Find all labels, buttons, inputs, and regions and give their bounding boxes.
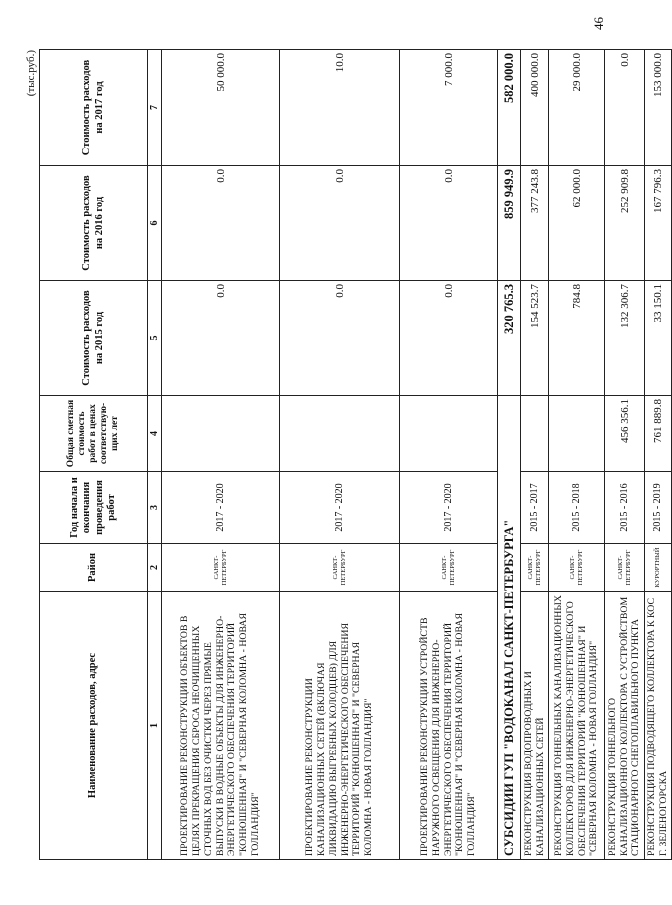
column-number: 6 — [148, 166, 162, 281]
column-number-row — [148, 50, 162, 860]
row-name: РЕКОНСТРУКЦИЯ ТОННЕЛЬНОГО КАНАЛИЗАЦИОННОГО КОЛЛЕКТОРА С УСТРОЙСТВОМ СТАЦИОНАРНОГО СНЕГОПЛАВИЛЬНОГО ПУНКТА — [605, 592, 645, 860]
row-district: САНКТ-ПЕТЕРБУРГ — [400, 544, 498, 592]
row-estimate: 761 889.8 — [645, 396, 672, 472]
row-cost-2015: 154 523.7 — [521, 281, 549, 396]
row-cost-2016: 62 000.0 — [549, 166, 605, 281]
row-years: 2017 - 2020 — [280, 472, 400, 544]
row-cost-2017: 29 000.0 — [549, 50, 605, 166]
section-cost-2016: 859 949.9 — [498, 166, 521, 281]
row-name: РЕКОНСТРУКЦИЯ ТОННЕЛЬНЫХ КАНАЛИЗАЦИОННЫХ КОЛЛЕКТОРОВ ДЛЯ ИНЖЕНЕРНО-ЭНЕРГЕТИЧЕСКОГО ОБЕСПЕЧЕНИЯ ТЕРРИТОРИЙ "КОНЮШЕННАЯ" И "СЕВЕРНАЯ КОЛОМНА - НОВАЯ ГОЛЛАНДИЯ" — [549, 592, 605, 860]
row-cost-2016: 252 909.8 — [605, 166, 645, 281]
row-district: САНКТ-ПЕТЕРБУРГ — [605, 544, 645, 592]
row-cost-2017: 0.0 — [605, 50, 645, 166]
row-estimate: 456 356.1 — [605, 396, 645, 472]
column-number: 2 — [148, 544, 162, 592]
row-district: САНКТ-ПЕТЕРБУРГ — [162, 544, 280, 592]
row-cost-2017: 153 000.0 — [645, 50, 672, 166]
expenses-table — [39, 49, 672, 860]
row-years: 2015 - 2017 — [521, 472, 549, 544]
units-label: (тыс.руб.) — [25, 50, 37, 97]
table-row — [400, 50, 498, 860]
row-cost-2015: 33 150.1 — [645, 281, 672, 396]
header-years: Год начала и окончания проведения работ — [40, 472, 148, 544]
row-estimate — [280, 396, 400, 472]
table-row — [605, 50, 645, 860]
row-cost-2015: 132 306.7 — [605, 281, 645, 396]
row-estimate — [549, 396, 605, 472]
row-cost-2015: 0.0 — [400, 281, 498, 396]
table-row — [549, 50, 605, 860]
column-number: 4 — [148, 396, 162, 472]
section-cost-2017: 582 000.0 — [498, 50, 521, 166]
row-cost-2017: 400 000.0 — [521, 50, 549, 166]
row-district: САНКТ-ПЕТЕРБУРГ — [549, 544, 605, 592]
row-years: 2017 - 2020 — [400, 472, 498, 544]
column-number: 5 — [148, 281, 162, 396]
row-estimate — [162, 396, 280, 472]
header-district: Район — [40, 544, 148, 592]
row-cost-2016: 167 796.3 — [645, 166, 672, 281]
section-cost-2015: 320 765.3 — [498, 281, 521, 396]
header-estimate: Общая сметная стоимость работ в ценах соответствую-щих лет — [40, 396, 148, 472]
header-cost-2016: Стоимость расходов на 2016 год — [40, 166, 148, 281]
row-estimate — [400, 396, 498, 472]
row-cost-2016: 0.0 — [280, 166, 400, 281]
column-number: 3 — [148, 472, 162, 544]
row-cost-2016: 377 243.8 — [521, 166, 549, 281]
row-name: ПРОЕКТИРОВАНИЕ РЕКОНСТРУКЦИИ УСТРОЙСТВ НАРУЖНОГО ОСВЕЩЕНИЯ ДЛЯ ИНЖЕНЕРНО-ЭНЕРГЕТИЧЕСКОГО ОБЕСПЕЧЕНИЯ ТЕРРИТОРИЙ "КОНЮШЕННАЯ" И "СЕВЕРНАЯ КОЛОМНА - НОВАЯ ГОЛЛАНДИЯ" — [400, 592, 498, 860]
row-estimate — [521, 396, 549, 472]
row-cost-2015: 0.0 — [162, 281, 280, 396]
row-years: 2017 - 2020 — [162, 472, 280, 544]
row-district: САНКТ-ПЕТЕРБУРГ — [280, 544, 400, 592]
page-number-text: 46 — [591, 17, 606, 30]
column-number: 1 — [148, 592, 162, 860]
header-cost-2017: Стоимость расходов на 2017 год — [40, 50, 148, 166]
row-name: ПРОЕКТИРОВАНИЕ РЕКОНСТРУКЦИИ ОБЪЕКТОВ В ЦЕЛЯХ ПРЕКРАЩЕНИЯ СБРОСА НЕОЧИЩЕННЫХ СТОЧНЫХ ВОД БЕЗ ОЧИСТКИ ЧЕРЕЗ ПРЯМЫЕ ВЫПУСКИ В ВОДНЫЕ ОБЪЕКТЫ ДЛЯ ИНЖЕНЕРНО-ЭНЕРГЕТИЧЕСКОГО ОБЕСПЕЧЕНИЯ ТЕРРИТОРИЙ "КОНЮШЕННАЯ" И "СЕВЕРНАЯ КОЛОМНА - НОВАЯ ГОЛЛАНДИЯ" — [162, 592, 280, 860]
page-number — [590, 0, 610, 30]
header-cost-2015: Стоимость расходов на 2015 год — [40, 281, 148, 396]
row-name: РЕКОНСТРУКЦИЯ ВОДОПРОВОДНЫХ И КАНАЛИЗАЦИОННЫХ СЕТЕЙ — [521, 592, 549, 860]
table-row — [280, 50, 400, 860]
row-cost-2017: 50 000.0 — [162, 50, 280, 166]
row-name: ПРОЕКТИРОВАНИЕ РЕКОНСТРУКЦИИ КАНАЛИЗАЦИОННЫХ СЕТЕЙ (ВКЛЮЧАЯ ЛИКВИДАЦИЮ ВЫГРЕБНЫХ КОЛОДЦЕВ) ДЛЯ ИНЖЕНЕРНО-ЭНЕРГЕТИЧЕСКОГО ОБЕСПЕЧЕНИЯ ТЕРРИТОРИЙ "КОНЮШЕННАЯ" И "СЕВЕРНАЯ КОЛОМНА - НОВАЯ ГОЛЛАНДИЯ" — [280, 592, 400, 860]
row-years: 2015 - 2018 — [549, 472, 605, 544]
row-cost-2016: 0.0 — [400, 166, 498, 281]
row-cost-2015: 784.8 — [549, 281, 605, 396]
rotated-sheet — [25, 50, 669, 860]
row-name: РЕКОНСТРУКЦИЯ ПОДВОДЯЩЕГО КОЛЛЕКТОРА К КОС Г. ЗЕЛЕНОГОРСКА — [645, 592, 672, 860]
row-years: 2015 - 2016 — [605, 472, 645, 544]
row-district: САНКТ-ПЕТЕРБУРГ — [521, 544, 549, 592]
row-district: КУРОРТНЫЙ — [645, 544, 672, 592]
table-row — [645, 50, 672, 860]
row-cost-2017: 7 000.0 — [400, 50, 498, 166]
column-number: 7 — [148, 50, 162, 166]
row-cost-2016: 0.0 — [162, 166, 280, 281]
table-row — [521, 50, 549, 860]
section-row — [498, 50, 521, 860]
row-years: 2015 - 2019 — [645, 472, 672, 544]
section-title: СУБСИДИИ ГУП "ВОДОКАНАЛ САНКТ-ПЕТЕРБУРГА" — [498, 396, 521, 860]
row-cost-2017: 10.0 — [280, 50, 400, 166]
header-name: Наименование расходов, адрес — [40, 592, 148, 860]
table-row — [162, 50, 280, 860]
row-cost-2015: 0.0 — [280, 281, 400, 396]
header-row — [40, 50, 148, 860]
